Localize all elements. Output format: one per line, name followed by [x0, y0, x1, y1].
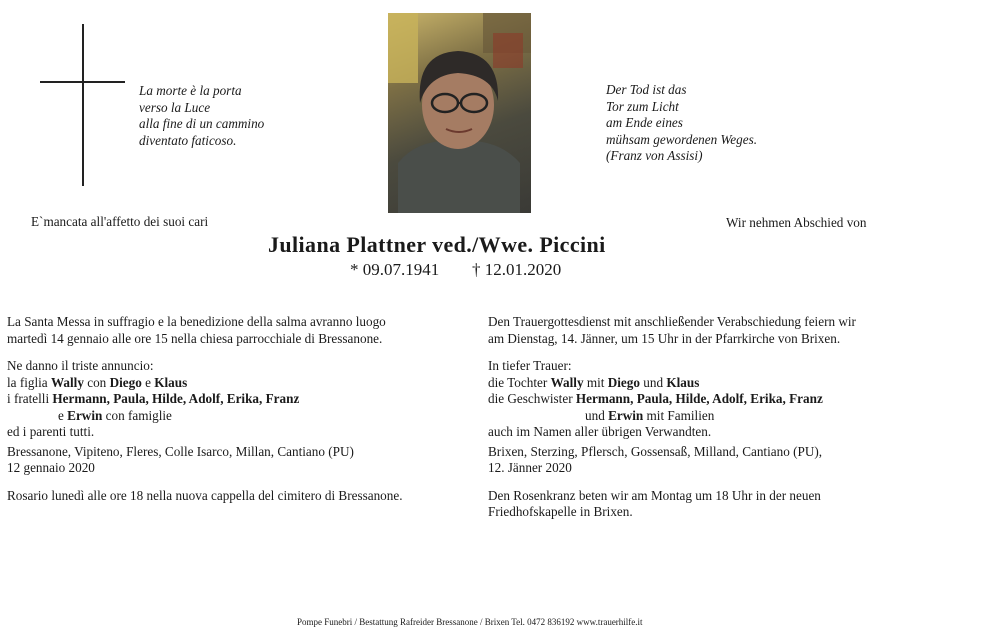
quote-line: verso la Luce — [139, 99, 211, 115]
rosary-line: Den Rosenkranz beten wir am Montag um 18 Uhr in der neuen — [488, 487, 821, 503]
quote-attribution: (Franz von Assisi) — [606, 148, 703, 163]
places-line: Brixen, Sterzing, Pflersch, Gossensaß, Milland, Cantiano (PU), — [488, 443, 823, 459]
birth-date: * 09.07.1941 — [350, 260, 440, 279]
date-line: 12 gennaio 2020 — [7, 460, 95, 475]
deceased-name: Juliana Plattner ved./Wwe. Piccini — [268, 232, 606, 257]
siblings-line-2: und Erwin mit Familien — [585, 407, 715, 423]
relatives-line: auch im Namen aller übrigen Verwandten. — [488, 424, 712, 439]
quote-line: alla fine di un cammino — [139, 116, 265, 131]
quote-line: diventato faticoso. — [139, 132, 237, 148]
german-quote — [606, 82, 757, 165]
daughter-line: la figlia Wally con Diego e Klaus — [7, 374, 188, 390]
cross-horizontal-bar — [40, 81, 125, 83]
siblings-line-2: e Erwin con famiglie — [58, 407, 172, 423]
mass-line: am Dienstag, 14. Jänner, um 15 Uhr in der Pfarrkirche von Brixen. — [488, 330, 841, 346]
relatives-line: ed i parenti tutti. — [7, 424, 95, 439]
mass-line: martedì 14 gennaio alle ore 15 nella chiesa parrocchiale di Bressanone. — [7, 330, 383, 346]
mass-line: Den Trauergottesdienst mit anschließender Verabschiedung feiern wir — [488, 314, 856, 329]
cross-vertical-bar — [82, 24, 84, 186]
italian-column — [7, 314, 403, 504]
places-line: Bressanone, Vipiteno, Fleres, Colle Isarco, Millan, Cantiano (PU) — [7, 443, 354, 459]
portrait-photo — [388, 13, 531, 213]
rosary-line: Rosario lunedì alle ore 18 nella nuova cappella del cimitero di Bressanone. — [7, 487, 403, 503]
quote-line: am Ende eines — [606, 115, 683, 130]
german-intro: Wir nehmen Abschied von — [726, 215, 867, 230]
date-line: 12. Jänner 2020 — [488, 460, 572, 475]
quote-line: Der Tod ist das — [606, 82, 687, 97]
siblings-line: die Geschwister Hermann, Paula, Hilde, Adolf, Erika, Franz — [488, 391, 823, 406]
quote-line: Tor zum Licht — [606, 98, 679, 114]
funeral-home-footer: Pompe Funebri / Bestattung Rafreider Bressanone / Brixen Tel. 0472 836192 www.trauerhilfe.it — [297, 617, 643, 627]
italian-intro: E`mancata all'affetto dei suoi cari — [31, 214, 209, 229]
german-column — [488, 314, 856, 521]
italian-quote — [139, 83, 264, 149]
announce-heading: Ne danno il triste annuncio: — [7, 358, 154, 373]
death-date: † 12.01.2020 — [472, 260, 562, 279]
rosary-line: Friedhofskapelle in Brixen. — [488, 504, 633, 519]
daughter-line: die Tochter Wally mit Diego und Klaus — [488, 374, 700, 390]
quote-line: mühsam gewordenen Weges. — [606, 131, 758, 147]
mass-line: La Santa Messa in suffragio e la benedizione della salma avranno luogo — [7, 314, 386, 329]
quote-line: La morte è la porta — [139, 83, 242, 98]
announce-heading: In tiefer Trauer: — [488, 358, 572, 373]
siblings-line: i fratelli Hermann, Paula, Hilde, Adolf, Erika, Franz — [7, 391, 300, 406]
